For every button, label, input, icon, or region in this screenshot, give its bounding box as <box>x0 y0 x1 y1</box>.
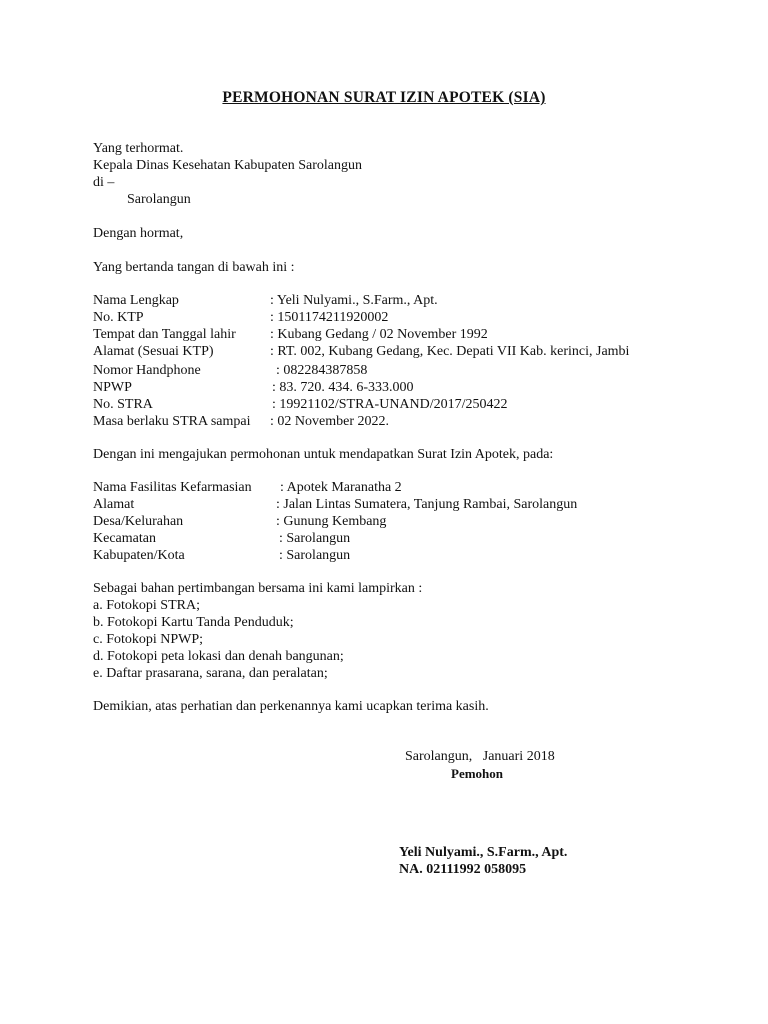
applicant-value: : Yeli Nulyami., S.Farm., Apt. <box>270 293 438 308</box>
facility-label: Kecamatan <box>93 531 156 546</box>
facility-value: : Sarolangun <box>279 548 351 563</box>
facility-label: Alamat <box>93 497 135 512</box>
facility-value: : Gunung Kembang <box>276 514 387 529</box>
facility-value: : Sarolangun <box>279 531 351 546</box>
attachments-intro: Sebagai bahan pertimbangan bersama ini kami lampirkan : <box>93 581 423 596</box>
applicant-label: No. STRA <box>93 397 153 412</box>
applicant-value: : 19921102/STRA-UNAND/2017/250422 <box>272 397 508 412</box>
intro-text: Yang bertanda tangan di bawah ini : <box>93 260 295 275</box>
facility-value: : Jalan Lintas Sumatera, Tanjung Rambai, Sarolangun <box>276 497 578 512</box>
signature-place-date: Sarolangun, Januari 2018 <box>405 749 555 764</box>
request-text: Dengan ini mengajukan permohonan untuk mendapatkan Surat Izin Apotek, pada: <box>93 447 554 462</box>
attachment-item: a. Fotokopi STRA; <box>93 598 200 613</box>
applicant-label: No. KTP <box>93 310 144 325</box>
applicant-value: : 02 November 2022. <box>270 414 389 429</box>
facility-label: Kabupaten/Kota <box>93 548 185 563</box>
greeting: Dengan hormat, <box>93 226 184 241</box>
applicant-label: Masa berlaku STRA sampai <box>93 414 251 429</box>
letter-title: PERMOHONAN SURAT IZIN APOTEK (SIA) <box>222 89 546 106</box>
attachment-item: b. Fotokopi Kartu Tanda Penduduk; <box>93 615 294 630</box>
applicant-label: Tempat dan Tanggal lahir <box>93 327 236 342</box>
applicant-label: Alamat (Sesuai KTP) <box>93 344 214 359</box>
recipient-city: Sarolangun <box>127 192 191 207</box>
applicant-label: NPWP <box>93 380 132 395</box>
attachment-item: d. Fotokopi peta lokasi dan denah bangunan; <box>93 649 344 664</box>
recipient-salutation: Yang terhormat. <box>93 141 184 156</box>
applicant-label: Nomor Handphone <box>93 363 201 378</box>
applicant-value: : RT. 002, Kubang Gedang, Kec. Depati VII Kab. kerinci, Jambi <box>270 344 630 359</box>
attachment-item: e. Daftar prasarana, sarana, dan peralatan; <box>93 666 328 681</box>
facility-label: Nama Fasilitas Kefarmasian <box>93 480 252 495</box>
recipient-office: Kepala Dinas Kesehatan Kabupaten Sarolangun <box>93 158 363 173</box>
recipient-di: di – <box>93 175 115 190</box>
facility-value: : Apotek Maranatha 2 <box>280 480 402 495</box>
applicant-value: : 082284387858 <box>276 363 368 378</box>
signature-name: Yeli Nulyami., S.Farm., Apt. <box>399 845 568 860</box>
signature-registration-number: NA. 02111992 058095 <box>399 862 527 877</box>
applicant-value: : Kubang Gedang / 02 November 1992 <box>270 327 488 342</box>
closing-text: Demikian, atas perhatian dan perkenannya kami ucapkan terima kasih. <box>93 699 489 714</box>
attachment-item: c. Fotokopi NPWP; <box>93 632 204 647</box>
applicant-label: Nama Lengkap <box>93 293 179 308</box>
applicant-value: : 1501174211920002 <box>270 310 389 325</box>
signature-role: Pemohon <box>451 766 503 781</box>
facility-label: Desa/Kelurahan <box>93 514 184 529</box>
applicant-value: : 83. 720. 434. 6-333.000 <box>272 380 414 395</box>
